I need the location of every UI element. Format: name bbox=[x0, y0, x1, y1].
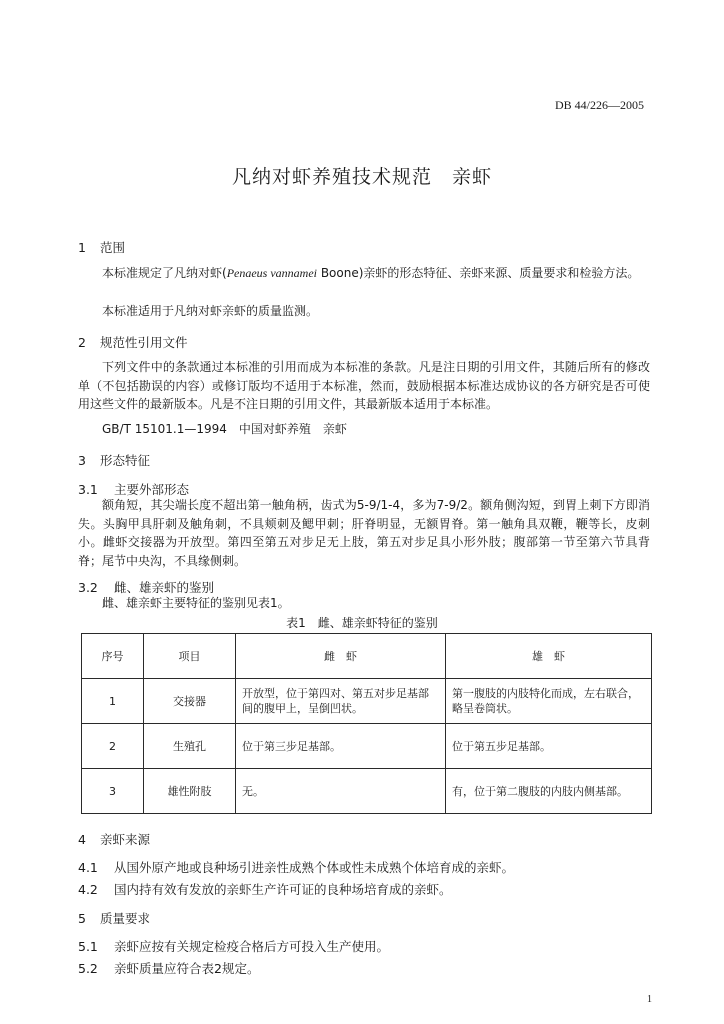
table-row bbox=[82, 769, 652, 814]
section-5-1-item: 5.1 亲虾应按有关规定检疫合格后方可投入生产使用。 bbox=[78, 939, 390, 954]
cell-no: 1 bbox=[82, 679, 144, 724]
section-3-2-paragraph: 雌、雄亲虾主要特征的鉴别见表1。 bbox=[102, 596, 290, 610]
section-4-1-item: 4.1 从国外原产地或良种场引进亲性成熟个体或性未成熟个体培育成的亲虾。 bbox=[78, 860, 515, 875]
cell-item: 雄性附肢 bbox=[144, 769, 236, 814]
cell-no: 3 bbox=[82, 769, 144, 814]
cell-male: 有，位于第二腹肢的内肢内侧基部。 bbox=[446, 769, 652, 814]
section-5-2-item: 5.2 亲虾质量应符合表2规定。 bbox=[78, 961, 260, 976]
section-3-1-heading: 3.1 主要外部形态 bbox=[78, 482, 190, 497]
header-male: 雄 虾 bbox=[446, 634, 652, 679]
cell-female: 开放型，位于第四对、第五对步足基部间的腹甲上，呈倒凹状。 bbox=[236, 679, 446, 724]
section-3-heading: 3 形态特征 bbox=[78, 453, 151, 468]
section-4-2-item: 4.2 国内持有效有发放的亲虾生产许可证的良种场培育成的亲虾。 bbox=[78, 882, 452, 897]
header-female: 雌 虾 bbox=[236, 634, 446, 679]
section-5-heading: 5 质量要求 bbox=[78, 911, 151, 926]
section-4-heading: 4 亲虾来源 bbox=[78, 832, 151, 847]
table-header-row bbox=[82, 634, 652, 679]
header-no: 序号 bbox=[82, 634, 144, 679]
cell-male: 第一腹肢的内肢特化而成，左右联合，略呈卷筒状。 bbox=[446, 679, 652, 724]
cell-male: 位于第五步足基部。 bbox=[446, 724, 652, 769]
section-3-2-heading: 3.2 雌、雄亲虾的鉴别 bbox=[78, 580, 215, 595]
section-1-paragraph-1: 本标准规定了凡纳对虾(Penaeus vannamei Boone)亲虾的形态特征、亲虾来源、质量要求和检验方法。 bbox=[102, 266, 640, 280]
standard-code: DB 44/226—2005 bbox=[554, 98, 644, 112]
section-3-1-paragraph: 额角短，其尖端长度不超出第一触角柄，齿式为5-9/1-4，多为7-9/2。额角侧沟短，到胃上刺下方即消失。头胸甲具肝刺及触角刺，不具颊刺及鳃甲刺；肝脊明显，无额胃脊。第一触角具双鞭，鞭等长，皮刺小。雌虾交接器为开放型。第四至第五对步足无上肢，第五对步足具小形外肢；腹部第一节至第六节具背脊；尾节中央沟，不具缘侧刺。 bbox=[78, 498, 650, 568]
header-item: 项目 bbox=[144, 634, 236, 679]
table-1 bbox=[81, 633, 652, 814]
cell-item: 生殖孔 bbox=[144, 724, 236, 769]
document-title: 凡纳对虾养殖技术规范 亲虾 bbox=[231, 166, 492, 188]
table-row bbox=[82, 724, 652, 769]
section-1-paragraph-2: 本标准适用于凡纳对虾亲虾的质量监测。 bbox=[102, 304, 319, 318]
section-2-paragraph: 下列文件中的条款通过本标准的引用而成为本标准的条款。凡是注日期的引用文件，其随后所有的修改单（不包括勘误的内容）或修订版均不适用于本标准，然而，鼓励根据本标准达成协议的各方研究是否可使用这些文件的最新版本。凡是不注日期的引用文件，其最新版本适用于本标准。 bbox=[78, 360, 650, 412]
cell-no: 2 bbox=[82, 724, 144, 769]
section-2-heading: 2 规范性引用文件 bbox=[78, 335, 188, 350]
cell-female: 无。 bbox=[236, 769, 446, 814]
section-1-heading: 1 范围 bbox=[78, 240, 126, 255]
section-2-reference: GB/T 15101.1—1994 中国对虾养殖 亲虾 bbox=[102, 422, 347, 436]
cell-item: 交接器 bbox=[144, 679, 236, 724]
table-1-caption: 表1 雌、雄亲虾特征的鉴别 bbox=[286, 616, 438, 630]
cell-female: 位于第三步足基部。 bbox=[236, 724, 446, 769]
page-number: 1 bbox=[647, 994, 652, 1005]
table-row bbox=[82, 679, 652, 724]
